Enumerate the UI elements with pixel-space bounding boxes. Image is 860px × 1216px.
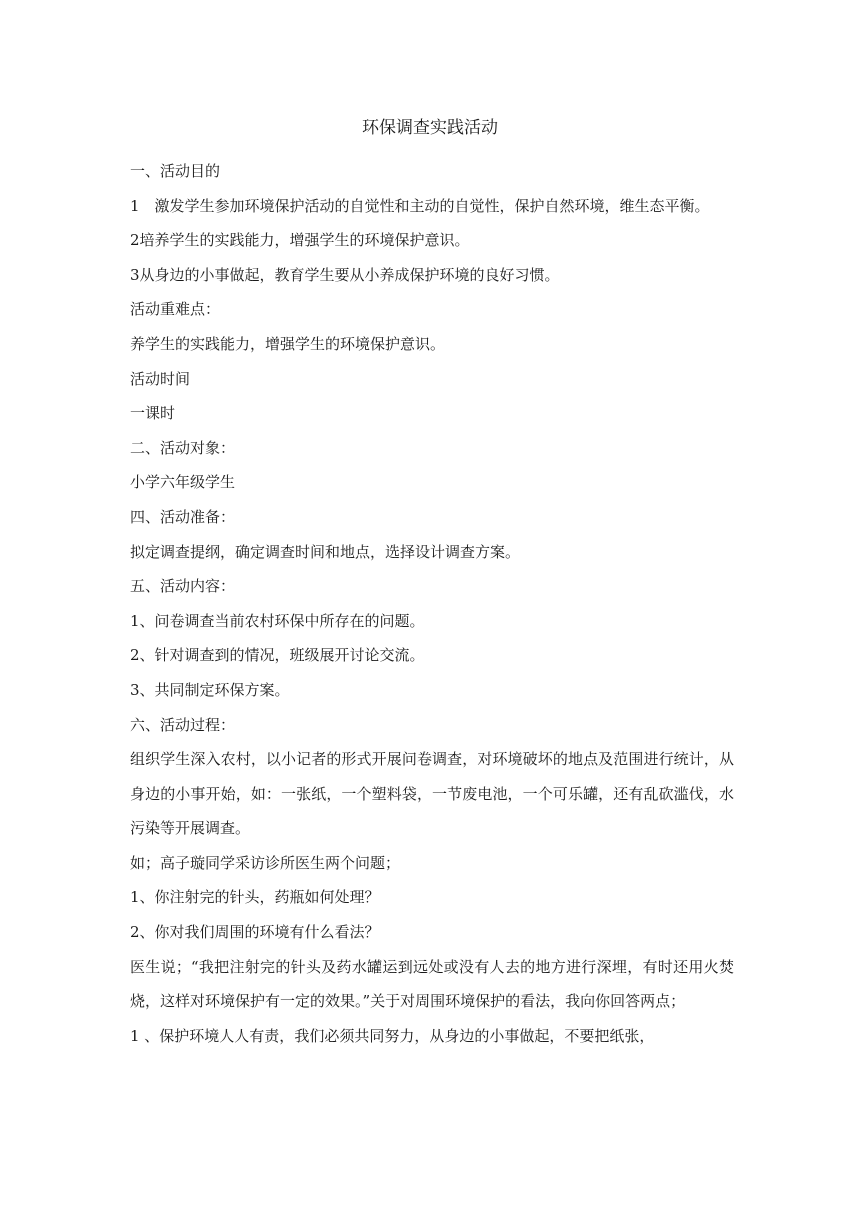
paragraph-9: 二、活动对象： bbox=[130, 438, 236, 457]
paragraph-17: 六、活动过程： bbox=[130, 715, 236, 734]
paragraph-21: 2、你对我们周围的环境有什么看法？ bbox=[130, 923, 380, 942]
paragraph-7: 活动时间 bbox=[130, 369, 191, 388]
paragraph-10: 小学六年级学生 bbox=[130, 473, 236, 492]
paragraph-12: 拟定调查提纲，确定调查时间和地点，选择设计调查方案。 bbox=[130, 542, 521, 561]
paragraph-14: 1、问卷调查当前农村环保中所存在的问题。 bbox=[130, 611, 425, 630]
paragraph-8: 一课时 bbox=[130, 404, 176, 423]
paragraph-6: 养学生的实践能力，增强学生的环境保护意识。 bbox=[130, 334, 446, 353]
paragraph-2: 1 激发学生参加环境保护活动的自觉性和主动的自觉性，保护自然环境，维生态平衡。 bbox=[130, 196, 710, 215]
paragraph-1: 一、活动目的 bbox=[130, 162, 221, 180]
paragraph-13: 五、活动内容： bbox=[130, 577, 236, 596]
document-body bbox=[130, 154, 734, 1053]
paragraph-15: 2、针对调查到的情况，班级展开讨论交流。 bbox=[130, 646, 425, 665]
paragraph-19: 如；高子璇同学采访诊所医生两个问题； bbox=[130, 853, 401, 872]
document-title: 环保调查实践活动 bbox=[362, 118, 498, 138]
paragraph-20: 1、你注射完的针头，药瓶如何处理？ bbox=[130, 888, 380, 907]
paragraph-23: 1 、保护环境人人有责，我们必须共同努力，从身边的小事做起，不要把纸张， bbox=[130, 1026, 655, 1045]
paragraph-18: 组织学生深入农村，以小记者的形式开展问卷调查，对环境破坏的地点及范围进行统计，从身边的小事开始，如：一张纸，一个塑料袋，一节废电池，一个可乐罐，还有乱砍滥伐，水污染等开展调查。 bbox=[130, 750, 734, 838]
paragraph-4: 3从身边的小事做起，教育学生要从小养成保护环境的良好习惯。 bbox=[130, 265, 560, 284]
paragraph-3: 2培养学生的实践能力，增强学生的环境保护意识。 bbox=[130, 231, 470, 250]
paragraph-16: 3、共同制定环保方案。 bbox=[130, 680, 290, 699]
paragraph-22: 医生说；“我把注射完的针头及药水罐运到远处或没有人去的地方进行深埋，有时还用火焚烧，这样对环境保护有一定的效果。”关于对周围环境保护的看法，我向你回答两点； bbox=[130, 957, 734, 1011]
paragraph-11: 四、活动准备： bbox=[130, 507, 236, 526]
paragraph-5: 活动重难点： bbox=[130, 300, 221, 319]
